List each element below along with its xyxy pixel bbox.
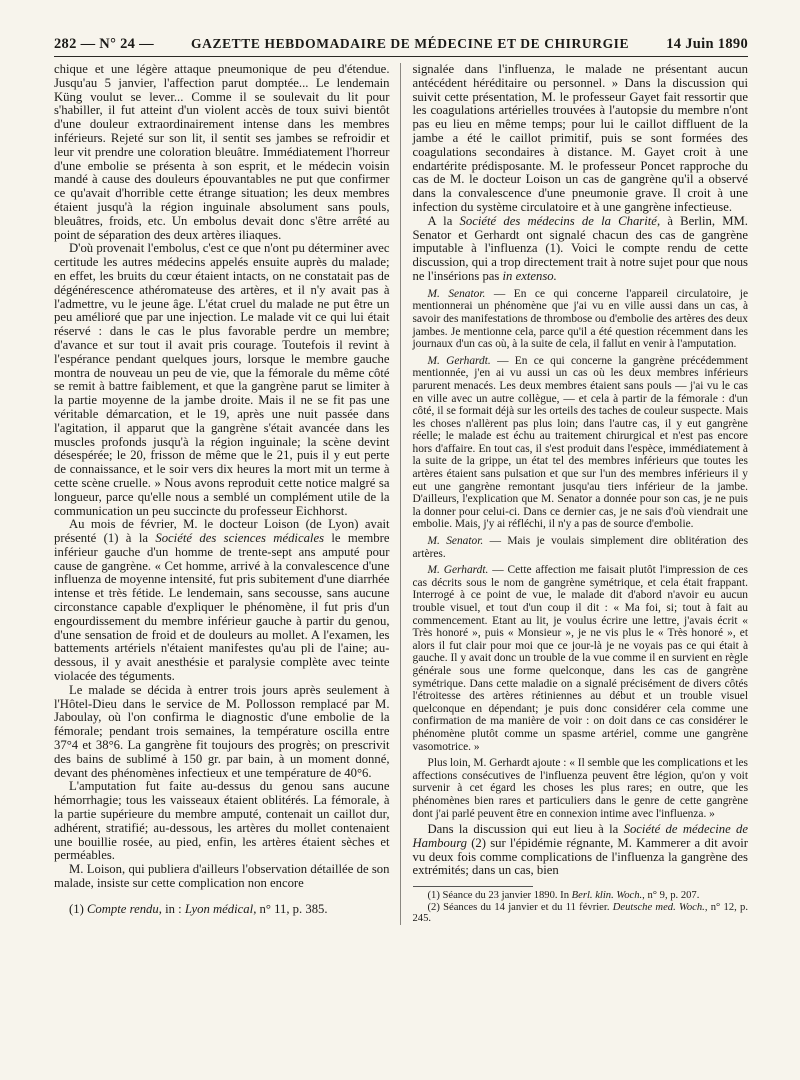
journal-title: GAZETTE HEBDOMADAIRE DE MÉDECINE ET DE CHIRURGIE <box>191 36 630 51</box>
senator-remark-1 <box>413 288 749 351</box>
left-column <box>54 63 401 925</box>
left-paragraph-4: Le malade se décida à entrer trois jours après seulement à l'Hôtel-Dieu dans le service de M. Pollosson remplacé par M. Jaboulay, où l'on confirma le diagnostic d'une embolie de la fémorale; pendant trois semaines, la température oscilla entre 37°4 et 38°6. La gangrène fit toujours des progrès; on prescrivit des bains de sublimé à 150 gr. par bain, à un moment donné, devant des phénomènes infectieux et une température de 40°6. <box>54 682 390 780</box>
text-run: , n° 12, p. 245. <box>412 901 748 925</box>
speech-text: — En ce qui concerne la gangrène précédemment mentionnée, j'en ai vu aussi un cas où les deux membres inférieurs parurent menacés. Les deux membres étaient sans pouls — j'ai vu le cas en ville avec un autre collègue, — et cela à partir de la fémorale : d'un côté, il se formait déjà sur les orteils des taches de couleur suspecte. Mais les choses n'allèrent pas plus loin; dans l'autre cas, il y eut gangrène réelle; le malade est échu au traitement chirurgical et n'est pas encore hors d'affaire. En tout cas, il s'est produit dans l'espèce, immédiatement à la suite de la grippe, un état tel des membres inférieurs que toutes les artères étaient sans pulsation et que sur l'un des membres inférieurs il y eut une gangrène remontant jusqu'au tiers inférieur de la jambe. D'ailleurs, l'explication que M. Senator a donnée pour son cas, je ne puis la donner pour celui-ci. Dans ce dernier cas, je ne sais d'où viendrait une embolie. Mais, j'y ai réfléchi, il n'y a pas de source d'embolie. <box>412 354 748 531</box>
text-run: (2) Séances du 14 janvier et du 11 février. <box>427 901 613 913</box>
right-paragraph-1: signalée dans l'influenza, le malade ne présentant aucun antécédent héréditaire ou personnel. » Dans la discussion qui suivit cette présentation, M. le professeur Gayet fait ressortir que les coagulations artérielles trouvées à l'autopsie du membre n'ont pas eu lieu en même temps; pour lui le caillot diffluent de la jambe a été le caillot primitif, puis se sont formées des coagulations secondaires à distance. M. Gayet croit à une endartérite prédisposante. M. le professeur Poncet rapproche du cas de M. le docteur Loison un cas de gangrène qu'il a observé dans la convalescence d'une pneumonie grave. Il croit à une infection du système circulatoire et à une gangrène infectieuse. <box>412 62 748 214</box>
left-paragraph-3 <box>54 518 390 684</box>
left-paragraph-6: M. Loison, qui publiera d'ailleurs l'observation détaillée de son malade, insiste sur cette complication non encore <box>54 862 390 891</box>
text-run: (1) Séance du 23 janvier 1890. In <box>427 890 572 902</box>
speaker-name: M. Senator. <box>427 535 484 548</box>
text-run: (1) <box>69 901 87 916</box>
footnote-italic: Lyon médical <box>184 901 254 916</box>
gerhardt-addendum: Plus loin, M. Gerhardt ajoute : « Il semble que les complications et les affections consécutives de l'influenza peuvent être légion, qu'on y voit survenir à cet égard les choses les plus rares; en outre, que les phénomènes bien rares et particuliers dans le genre de cette gangrène dont j'ai parlé peuvent être en connexion intime avec l'influenza. » <box>412 757 748 820</box>
footnote-italic: Deutsche med. Woch. <box>612 901 705 913</box>
running-header <box>54 36 748 57</box>
speech-text: — En ce qui concerne l'appareil circulatoire, je mentionnerai un phénomène que j'ai vu en ville aussi dans un cas, à savoir des manifestations de thrombose ou d'embolie des artères des deux jambes. Je mentionne cela, parce qu'il a été question récemment dans les journaux d'un cas où, à la suite de cela, il fallut en venir à l'amputation. <box>412 287 748 351</box>
left-paragraph-1: chique et une légère attaque pneumonique de peu d'étendue. Jusqu'au 5 janvier, l'affection parut domptée... Le lendemain Küng voulut se lever... Comme il se soulevait du lit pour s'habiller, il fut atteint d'un violent accès de toux suivi bientôt d'une douleur extraordinairement intense dans les membres inférieurs. Rejeté sur son lit, il sentit ses jambes se refroidir et leur vit prendre une coloration bleuâtre. Immédiatement l'horreur d'une embolie se présenta à son esprit, et le médecin voisin mandé à cause des douleurs épouvantables ne put que confirmer ce qu'avait d'horrible cette étrange situation; les deux membres étaient jusqu'à la région inguinale absolument sans pouls, bleuâtres, froids, etc. Un embolus devait donc s'être arrêté au point de séparation des deux artères iliaques. <box>54 62 390 242</box>
left-footnote-1 <box>54 903 390 917</box>
text-run: , n° 9, p. 207. <box>642 890 700 902</box>
speaker-name: M. Gerhardt. <box>427 564 489 577</box>
two-column-body <box>54 63 748 925</box>
text-run: le membre inférieur gauche d'un homme de trente-sept ans amputé pour cause de gangrène. « Cet homme, arrivé à la convalescence d'une influenza de moyenne intensité, fut pris subitement d'une diarrhée intense et très fétide. Le lendemain, sans secousse, sans aucune circonstance capable d'expliquer le phénomène, il fut pris d'un engourdissement du membre inférieur gauche à partir du genou, d'une sensation de froid et de douleurs au mollet. A l'examen, les battements artériels n'étaient manifestes qu'au pli de l'aine; au-dessous, il y avait anesthésie et paralysie complète avec teinte violacée des téguments. <box>54 531 390 684</box>
right-footnote-1 <box>413 890 749 902</box>
footnote-italic: Compte rendu <box>86 901 159 916</box>
right-footnote-2 <box>413 902 749 925</box>
society-name: Société des médecins de la Charité <box>459 213 657 228</box>
text-run: , n° 11, p. 385. <box>253 901 328 916</box>
left-paragraph-5: L'amputation fut faite au-dessus du genou sans aucune hémorrhagie; tous les vaisseaux étaient oblitérés. La fémorale, à la partie supérieure du membre amputé, contenait un caillot dur, adhérent, stratifié; au-dessous, les artères du mollet contenaient une bouillie rosée, au pied, enfin, les artères étaient sèches et perméables. <box>54 779 390 863</box>
text-run: Au mois de février, M. le docteur Loison (de Lyon) avait présenté (1) à la <box>54 517 390 546</box>
speech-text: — Mais je voulais simplement dire oblitération des artères. <box>412 535 749 560</box>
page-number: 282 — N° 24 — <box>54 36 154 52</box>
text-run: (2) sur l'épidémie régnante, M. Kammerer a dit avoir vu deux fois comme complications de l'influenza la gangrène des extrémités; dans un cas, bien <box>412 835 748 878</box>
issue-date: 14 Juin 1890 <box>666 36 748 52</box>
society-name: Société des sciences médicales <box>155 531 325 546</box>
senator-remark-2 <box>413 535 749 560</box>
gerhardt-remark-1 <box>413 355 749 531</box>
left-paragraph-2: D'où provenait l'embolus, c'est ce que n'ont pu déterminer avec certitude les autres médecins appelés ensuite auprès du malade; en effet, les bruits du cœur étaient intacts, on ne constatait pas de dégénérescence athéromateuse des artères, et il n'y avait pas à l'admettre, vu le jeune âge. L'état cruel du malade ne put être un peu amélioré que par une injection. Le malade vit ce qui lui était réservé : dans le cas le plus favorable perdre un membre; d'avance et sur tout il avait pris courage. Toutefois il revint à l'espérance pendant quelques jours, lorsque le membre gauche montra de nouveau un peu de vie, que la fémorale du même côté se remit à battre faiblement, et que la gangrène parut se limiter à la partie moyenne de la jambe droite. Mais il ne se fit pas une véritable démarcation, et le 19, après une nuit passée dans l'agitation, il apparut que la gangrène s'était avancée dans les muscles profonds jusqu'à la région inguinale; la scène devint désespérée; le 20, frisson de même que le 21, puis il y eut perte de connaissance, et le soir vers dix heures la mort mit un terme à cette scène cruelle. » Nous avons reproduit cette notice malgré sa longueur, parce qu'elle nous a semblé un complément utile de la communication un peu succincte du professeur Eichhorst. <box>54 241 390 518</box>
footnote-divider <box>413 886 533 887</box>
right-paragraph-3 <box>413 823 749 878</box>
text-run: , à Berlin, MM. Senator et Gerhardt ont signalé chacun des cas de gangrène imputable à l'influenza (1). Voici le compte rendu de cette discussion, qui a trop directement trait à notre sujet pour que nous ne l'insérions pas <box>412 213 748 283</box>
discussion-transcript <box>413 288 749 820</box>
text-run: A la <box>427 213 460 228</box>
latin-phrase: in extenso. <box>502 268 557 283</box>
right-paragraph-2 <box>413 215 749 284</box>
gerhardt-remark-2 <box>413 564 749 753</box>
speaker-name: M. Senator. <box>427 287 486 300</box>
text-run: Dans la discussion qui eut lieu à la <box>427 822 624 837</box>
footnote-italic: Berl. klin. Woch. <box>571 890 643 902</box>
right-footnotes <box>413 890 749 925</box>
speaker-name: M. Gerhardt. <box>427 354 491 367</box>
right-column <box>413 63 749 925</box>
speech-text: — Cette affection me faisait plutôt l'impression de ces cas décrits sous le nom de gangrène symétrique, et cela était frappant. Interrogé à ce point de vue, le malade dit d'abord n'avoir eu aucun trouble visuel, et tout d'un coup il dit : « Ma foi, si; tout à fait au commencement. Etant au lit, je voulus écrire une lettre, j'avais écrit « Très honoré », puis « Monsieur », je ne vis plus le « Très honoré », et alors il fut clair pour moi que ce jour-là je ne voyais pas ce qui était à gauche. Il y avait donc un trouble de la vue comme il en survient en règle générale sous une forme quelconque, dans les cas de gangrène symétrique. Dans cette maladie on a signalé précisément de divers côtés l'étroitesse des artères rétiniennes au début et un trouble visuel quelconque en dépendant; je puis donc considérer cela comme une confirmation de ma manière de voir : on doit dans ce cas considérer le phénomène plutôt comme un spasme artériel, comme une gangrène vasomotrice. » <box>412 564 748 753</box>
society-name: Société de médecine de Hambourg <box>412 822 748 850</box>
text-run: , in : <box>158 901 185 916</box>
